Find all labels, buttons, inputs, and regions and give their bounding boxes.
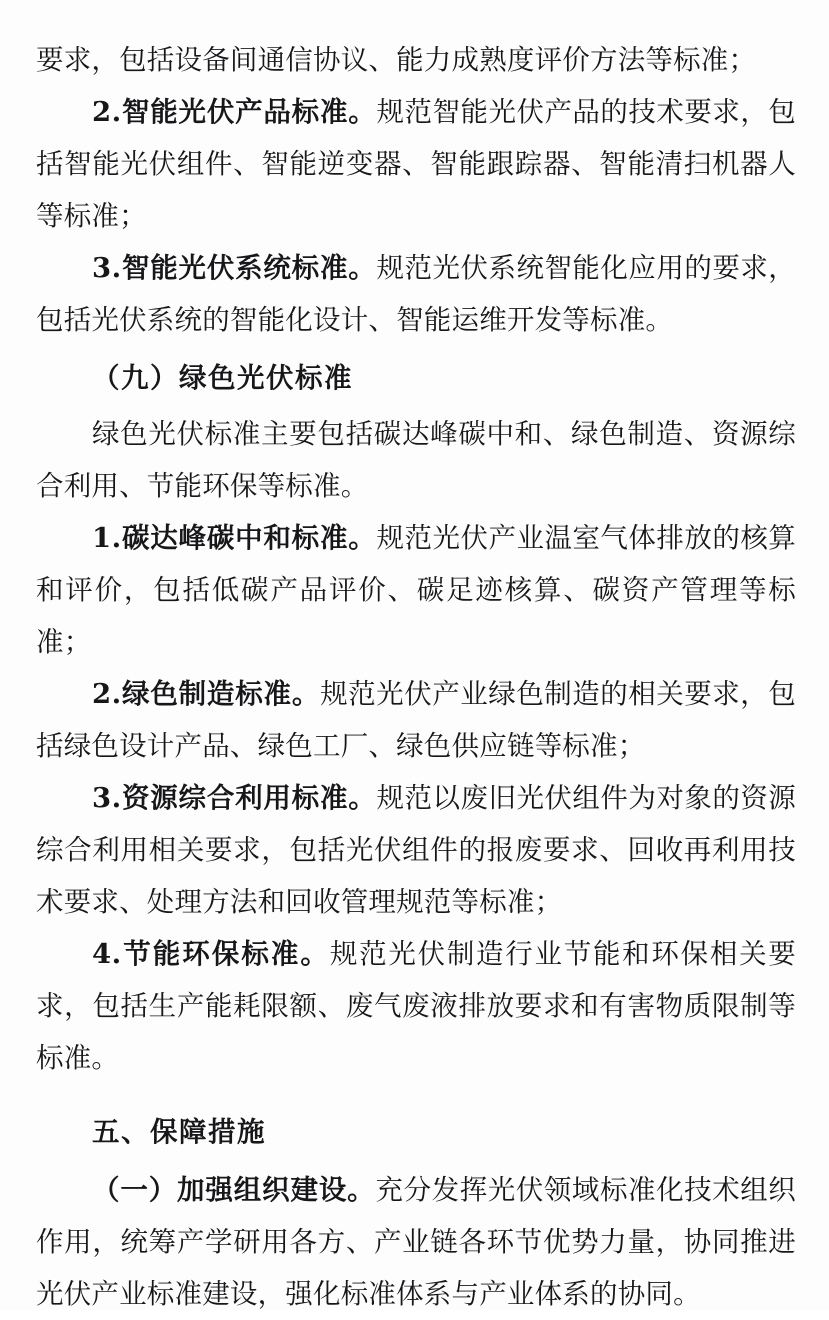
paragraph-text: 规范以废旧光伏组件为对象的资源综合利用相关要求，包括光伏组件的报废要求、回收再利用技术要求、处理方法和回收管理规范等标准； (36, 782, 797, 918)
paragraph-item-1-carbon-peak-neutrality (36, 512, 796, 668)
section-heading-text: 五、保障措施 (92, 1116, 266, 1148)
paragraph-text: 规范光伏制造行业节能和环保相关要求，包括生产能耗限额、废气废液排放要求和有害物质限制等标准。 (36, 938, 796, 1074)
paragraph-text: 绿色光伏标准主要包括碳达峰碳中和、绿色制造、资源综合利用、节能环保等标准。 (36, 418, 796, 502)
paragraph-item-2-smart-pv-product (36, 86, 796, 242)
item-lead-label: 4.节能环保标准。 (92, 938, 330, 970)
paragraph-continuation (36, 34, 796, 86)
paragraph-item-4-energy-saving-environmental (36, 928, 796, 1084)
item-lead-label: （一）加强组织建设。 (92, 1174, 376, 1206)
paragraph-item-1-strengthen-organization (36, 1164, 796, 1320)
item-lead-label: 3.智能光伏系统标准。 (92, 252, 377, 284)
item-lead-label: 3.资源综合利用标准。 (92, 782, 377, 814)
subsection-heading-text: （九）绿色光伏标准 (92, 362, 353, 394)
paragraph-item-3-smart-pv-system (36, 242, 796, 346)
paragraph-item-3-resource-utilization (36, 772, 796, 928)
paragraph-text: 规范智能光伏产品的技术要求，包括智能光伏组件、智能逆变器、智能跟踪器、智能清扫机器人等标准； (36, 96, 797, 232)
paragraph-text: 规范光伏产业温室气体排放的核算和评价，包括低碳产品评价、碳足迹核算、碳资产管理等标准； (36, 522, 797, 658)
paragraph-text: 规范光伏产业绿色制造的相关要求，包括绿色设计产品、绿色工厂、绿色供应链等标准； (36, 678, 796, 762)
document-body (36, 34, 796, 1320)
section-heading-safeguard-measures (36, 1106, 796, 1158)
item-lead-label: 1.碳达峰碳中和标准。 (92, 522, 377, 554)
subsection-heading-green-pv (36, 352, 796, 404)
paragraph-item-2-green-manufacturing (36, 668, 796, 772)
paragraph-text: 充分发挥光伏领域标准化技术组织作用，统筹产学研用各方、产业链各环节优势力量，协同推进光伏产业标准建设，强化标准体系与产业体系的协同。 (36, 1174, 797, 1310)
item-lead-label: 2.智能光伏产品标准。 (92, 96, 377, 128)
item-lead-label: 2.绿色制造标准。 (92, 678, 321, 710)
paragraph-green-pv-overview (36, 408, 796, 512)
paragraph-text: 规范光伏系统智能化应用的要求，包括光伏系统的智能化设计、智能运维开发等标准。 (36, 252, 797, 336)
paragraph-text: 要求，包括设备间通信协议、能力成熟度评价方法等标准； (36, 44, 757, 76)
